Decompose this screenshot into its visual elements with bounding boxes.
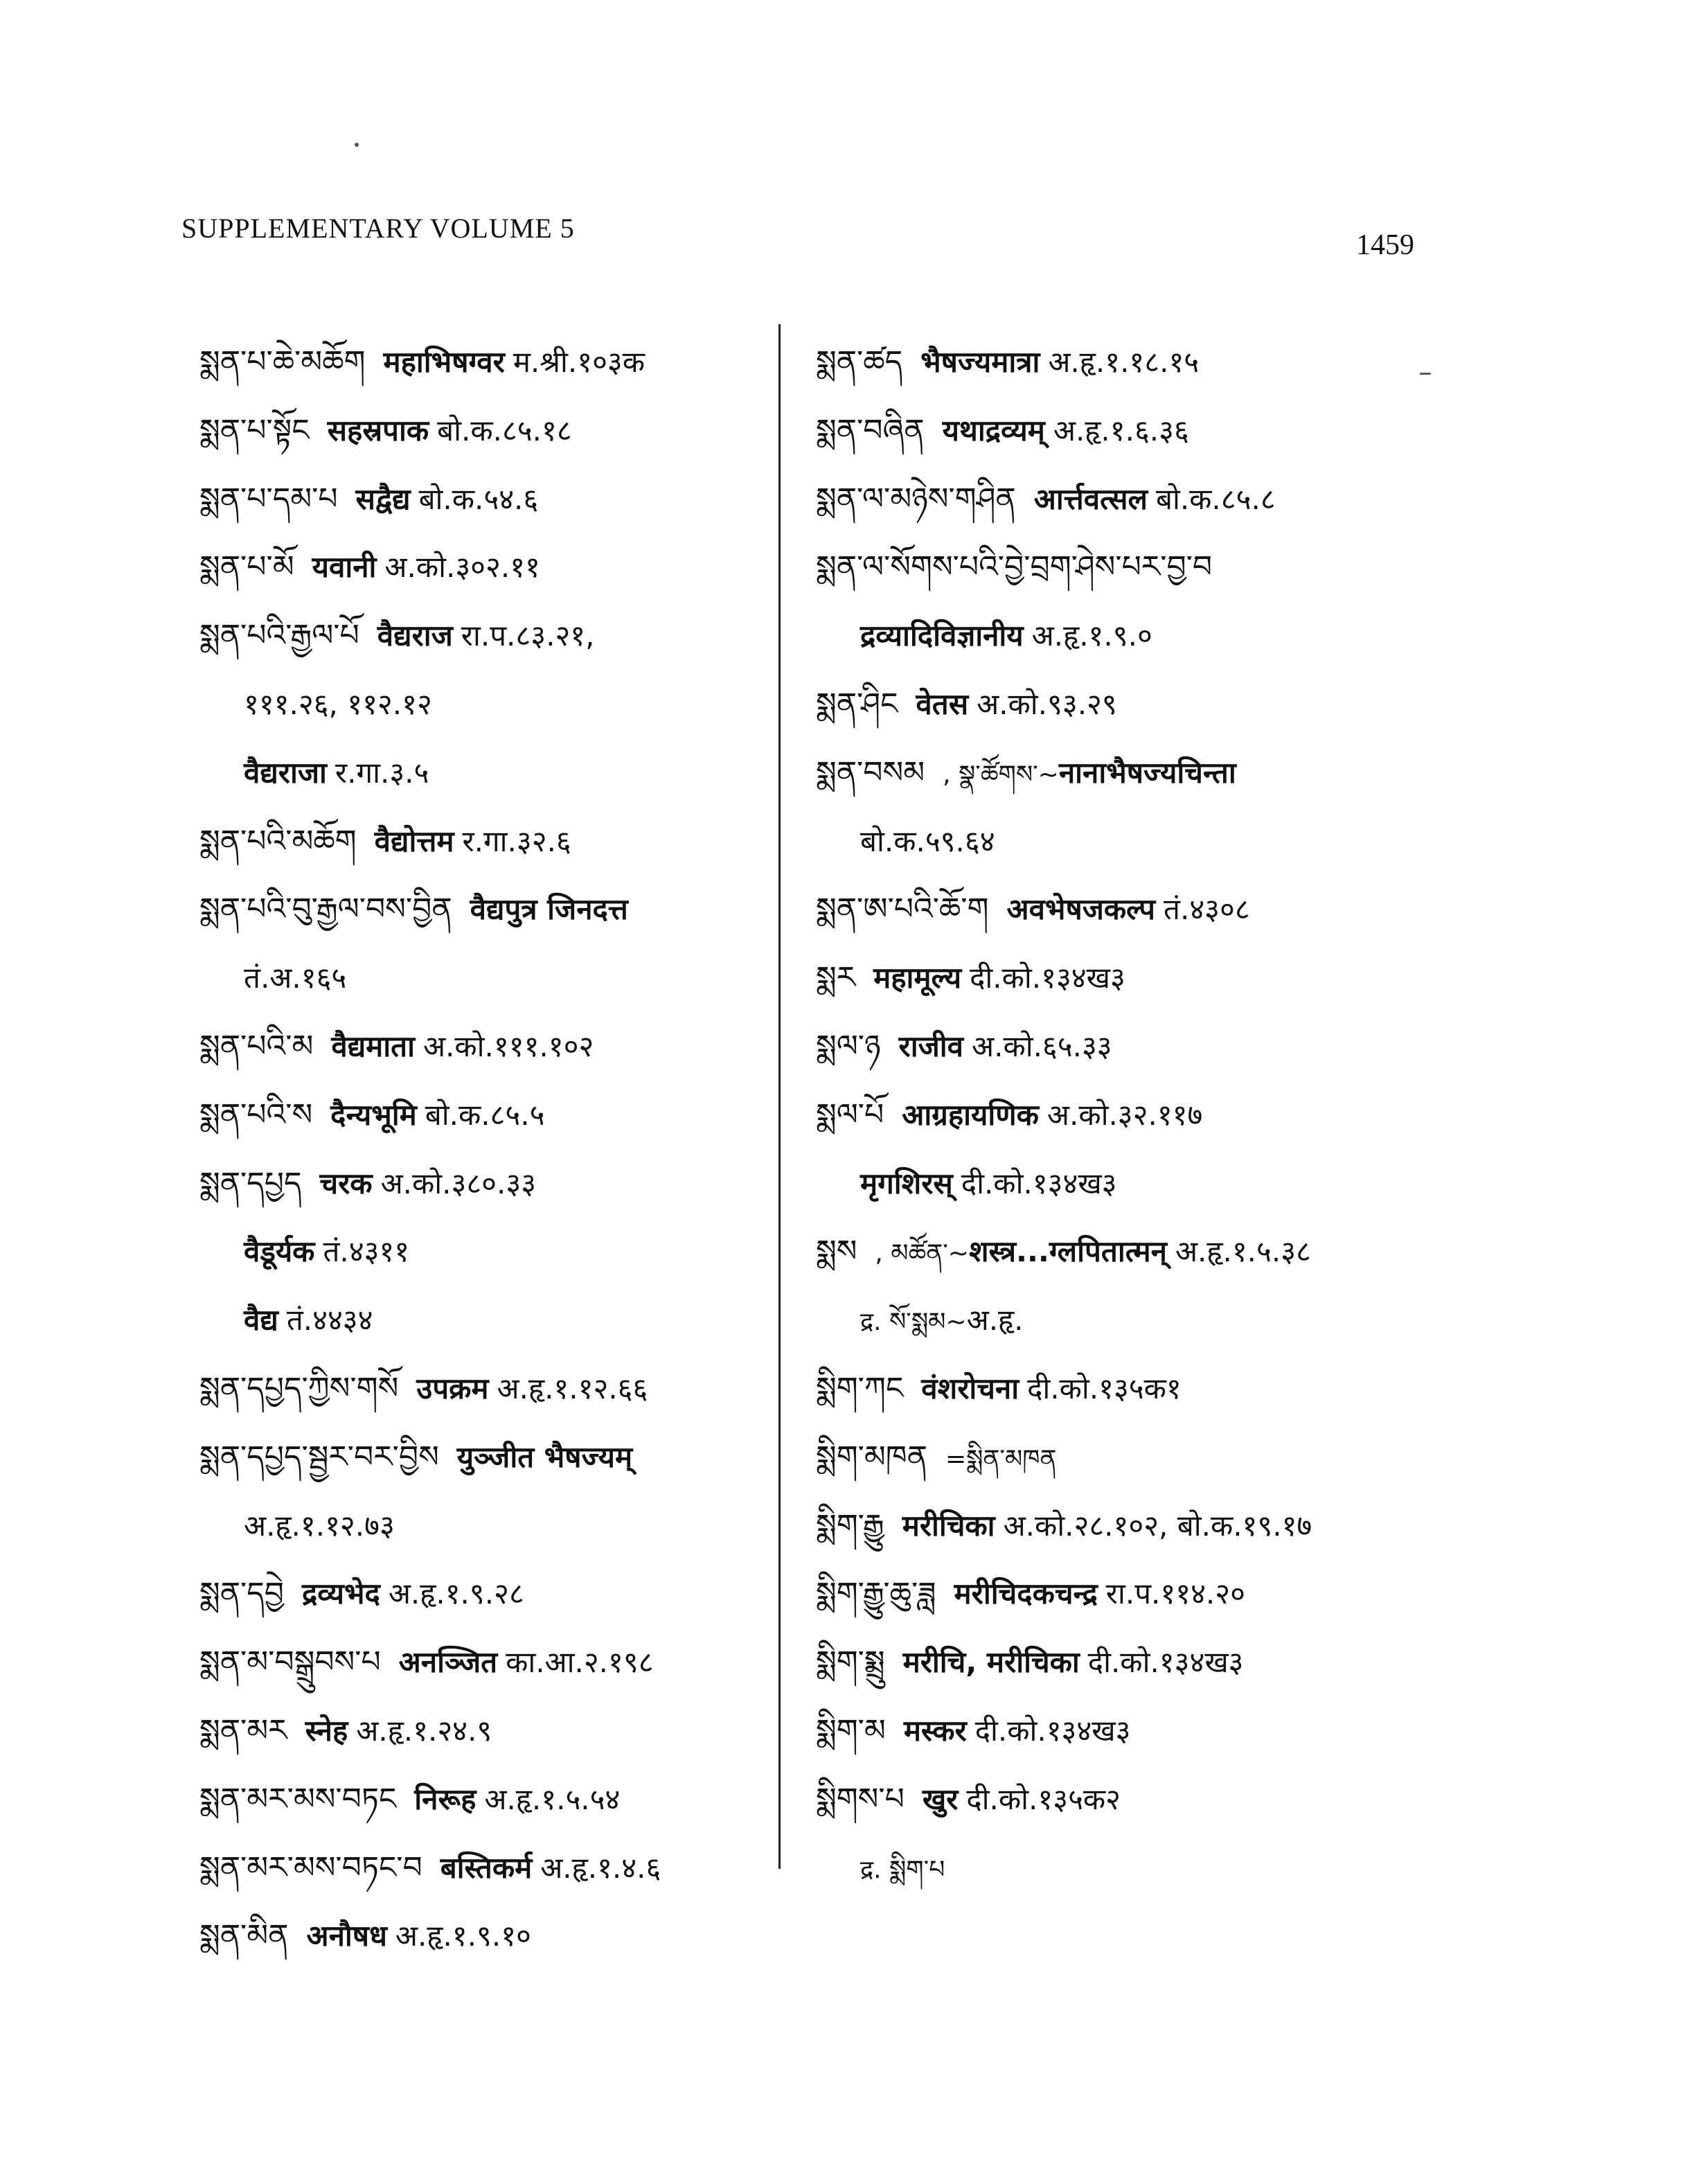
dictionary-entry xyxy=(816,1628,1439,1697)
sanskrit-equivalent: वेतस xyxy=(916,686,969,721)
dictionary-entry xyxy=(816,1560,1439,1628)
entry-continuation xyxy=(816,808,1439,876)
entry-continuation xyxy=(199,671,781,739)
sanskrit-equivalent: वैद्यपुत्र जिनदत्त xyxy=(470,892,628,927)
tibetan-headword: སྨིག་རྒྱུ་ཆུ་ཟླ xyxy=(816,1576,936,1612)
dictionary-entry xyxy=(199,328,781,397)
source-reference: र.गा.३.५ xyxy=(335,755,429,790)
source-reference: अ.हृ.१.१२.७३ xyxy=(244,1508,395,1543)
dictionary-entry xyxy=(199,1013,781,1081)
tibetan-headword: སྨལ་པོ xyxy=(816,1097,884,1133)
dictionary-entry xyxy=(199,1766,781,1834)
tibetan-headword: སྨིག་སྨྲུ xyxy=(816,1644,885,1680)
sanskrit-equivalent: आर्त्तवत्सल xyxy=(1033,481,1148,516)
dictionary-entry xyxy=(199,1560,781,1628)
sanskrit-equivalent: मस्कर xyxy=(903,1713,967,1748)
sanskrit-equivalent: मरीचिका xyxy=(902,1508,995,1543)
tibetan-headword: སྨན་བསམ xyxy=(816,754,925,790)
source-reference: दी.को.१३४ख३ xyxy=(974,1713,1131,1748)
tibetan-headword: སྨར xyxy=(816,960,856,996)
source-reference: अ.हृ. xyxy=(966,1303,1024,1338)
dictionary-entry xyxy=(816,1423,1439,1492)
dictionary-entry xyxy=(199,1081,781,1150)
dictionary-entry xyxy=(816,1013,1439,1081)
sanskrit-equivalent: वैद्यमाता xyxy=(331,1029,415,1063)
source-reference: बो.क.५४.६ xyxy=(418,481,539,516)
cross-reference: द्र. སོ་སྨམ~ xyxy=(860,1308,967,1337)
entry-continuation xyxy=(816,1150,1439,1218)
entry-continuation xyxy=(199,1286,781,1355)
dictionary-entry xyxy=(199,1150,781,1218)
tibetan-headword: སྨན་བཞིན xyxy=(816,412,925,448)
sanskrit-equivalent: महामूल्य xyxy=(873,961,962,995)
sanskrit-equivalent: मृगशिरस् xyxy=(860,1166,953,1200)
tibetan-headword: སྨན་པ་སྟོང xyxy=(199,412,310,448)
dictionary-entry xyxy=(816,1355,1439,1423)
source-reference: बो.क.८५.५ xyxy=(425,1097,545,1132)
tibetan-headword: སྨན་དཔྱད་སྦྱར་བར་བྱིས xyxy=(199,1439,439,1475)
dictionary-entry xyxy=(816,465,1439,534)
source-reference: दी.को.१३५क२ xyxy=(966,1782,1121,1816)
page-number: 1459 xyxy=(1356,229,1414,261)
sanskrit-equivalent: महाभिषग्वर xyxy=(383,345,505,379)
source-reference: १११.२६, ११२.१२ xyxy=(244,686,432,721)
dictionary-entry xyxy=(199,1355,781,1423)
tibetan-headword: སྨིག་མ xyxy=(816,1712,886,1748)
sanskrit-equivalent: युञ्जीत भैषज्यम् xyxy=(456,1439,633,1474)
source-reference: अ.को.३०२.११ xyxy=(384,550,540,585)
source-reference: अ.हृ.१.४.६ xyxy=(540,1850,661,1885)
source-reference: दी.को.१३५क१ xyxy=(1027,1371,1182,1405)
tibetan-headword: སྨིགས་པ xyxy=(816,1781,905,1817)
tibetan-headword: སྨན་མིན xyxy=(199,1918,289,1954)
source-reference: अ.को.३२.११७ xyxy=(1047,1097,1203,1132)
sanskrit-equivalent: यथाद्रव्यम् xyxy=(942,413,1045,447)
source-reference: अ.हृ.१.१८.१५ xyxy=(1048,345,1200,379)
source-reference: अ.को.९३.२९ xyxy=(977,686,1117,721)
tibetan-headword: སྨན་མ་བསྒྲུབས་པ xyxy=(199,1644,381,1680)
sanskrit-equivalent: भैषज्यमात्रा xyxy=(920,345,1040,379)
tibetan-headword: སྨལ་ཉ xyxy=(816,1028,881,1064)
tibetan-headword: སྨན་ལ་མཉེས་གཤིན xyxy=(816,481,1016,517)
tibetan-headword: སྨན་པའི་རྒྱལ་པོ xyxy=(199,618,359,654)
source-reference: दी.को.१३४ख३ xyxy=(961,1166,1117,1200)
tibetan-headword: སྨན་པ་དམ་པ xyxy=(199,481,338,517)
column-divider xyxy=(778,324,781,1869)
dictionary-entry xyxy=(816,533,1439,602)
source-reference: अ.हृ.१.५.३८ xyxy=(1175,1234,1311,1269)
dictionary-entry xyxy=(199,1834,781,1903)
source-reference: दी.को.१३४ख३ xyxy=(1087,1645,1244,1680)
sanskrit-equivalent: शस्त्र...ग्लपितात्मन् xyxy=(968,1234,1167,1269)
source-reference: अ.हृ.१.१२.६६ xyxy=(497,1371,648,1405)
cross-reference: , མཚོན་~ xyxy=(875,1239,969,1268)
source-reference: अ.को.३८०.३३ xyxy=(380,1166,537,1200)
source-reference: म.श्री.१०३क xyxy=(513,345,645,379)
tibetan-headword: སྨས xyxy=(816,1234,857,1270)
sanskrit-equivalent: मरीचि, मरीचिका xyxy=(902,1645,1080,1680)
cross-reference: , སྣ་ཚོགས་~ xyxy=(943,760,1059,789)
entry-continuation xyxy=(199,944,781,1013)
dictionary-entry xyxy=(199,397,781,465)
tibetan-headword: སྨིག་རྒྱུ xyxy=(816,1507,884,1543)
sanskrit-equivalent: निरूह xyxy=(414,1782,477,1816)
tibetan-headword: སྨན་ཨ་པའི་ཆོ་ག xyxy=(816,891,989,927)
dictionary-entry xyxy=(199,602,781,671)
source-reference: र.गा.३२.६ xyxy=(462,824,571,858)
sanskrit-equivalent: द्रव्यभेद xyxy=(301,1577,380,1611)
tibetan-headword: སྨན་མར xyxy=(199,1712,287,1748)
source-reference: तं.अ.१६५ xyxy=(244,961,347,995)
sanskrit-equivalent: सद्वैद्य xyxy=(355,481,411,516)
dictionary-entry xyxy=(816,1081,1439,1150)
tibetan-headword: སྨན་པ་ཆེ་མཆོག xyxy=(199,344,366,380)
sanskrit-equivalent: दैन्यभूमि xyxy=(330,1097,417,1132)
source-reference: अ.हृ.१.२४.९ xyxy=(356,1713,492,1748)
tibetan-headword: སྨན་པའི་ས xyxy=(199,1097,313,1133)
dictionary-entry xyxy=(816,1218,1439,1286)
source-reference: अ.हृ.१.९.२८ xyxy=(388,1577,524,1611)
sanskrit-equivalent: बस्तिकर्म xyxy=(440,1850,533,1885)
sanskrit-equivalent: स्नेह xyxy=(305,1713,348,1748)
tibetan-headword: སྨིག་ཀང xyxy=(816,1370,904,1406)
source-reference: का.आ.२.१९८ xyxy=(506,1645,654,1680)
dictionary-entry xyxy=(816,739,1439,808)
tibetan-headword: སྨན་མར་མས་བཏང་བ xyxy=(199,1849,422,1885)
dictionary-entry xyxy=(816,1492,1439,1561)
sanskrit-equivalent: अनञ्जित xyxy=(398,1645,498,1680)
dictionary-entry xyxy=(816,397,1439,465)
entry-continuation xyxy=(816,1834,1439,1903)
tibetan-headword: སྨན་ཤིང xyxy=(816,686,898,722)
sanskrit-equivalent: सहस्रपाक xyxy=(327,413,429,447)
sanskrit-equivalent: वैद्यराज xyxy=(377,619,453,653)
source-reference: रा.प.८३.२१, xyxy=(461,619,595,653)
dictionary-entry xyxy=(199,465,781,534)
source-reference: बो.क.८५.१८ xyxy=(437,413,572,447)
sanskrit-equivalent: अनौषध xyxy=(306,1919,387,1953)
sanskrit-equivalent: वैद्योत्तम xyxy=(374,824,454,858)
source-reference: अ.हृ.१.९.१० xyxy=(395,1919,531,1953)
tibetan-headword: སྨན་ཚད xyxy=(816,344,903,380)
source-reference: बो.क.५९.६४ xyxy=(860,824,995,858)
dictionary-entry xyxy=(816,1697,1439,1766)
sanskrit-equivalent: वैद्य xyxy=(244,1303,278,1338)
entry-continuation xyxy=(816,602,1439,671)
right-column xyxy=(816,328,1439,1902)
tibetan-headword: སྨན་དཔྱད xyxy=(199,1165,302,1201)
sanskrit-equivalent: यवानी xyxy=(312,550,377,585)
sanskrit-equivalent: चरक xyxy=(319,1166,373,1200)
tibetan-headword: སྨན་ལ་སོགས་པའི་བྱེ་བྲག་ཤེས་པར་བྱ་བ xyxy=(816,549,1213,585)
entry-continuation xyxy=(199,1218,781,1286)
source-reference: तं.४३०८ xyxy=(1164,892,1250,927)
sanskrit-equivalent: उपक्रम xyxy=(416,1371,489,1405)
sanskrit-equivalent: खुर xyxy=(922,1782,959,1816)
dictionary-entry xyxy=(816,671,1439,739)
tibetan-headword: སྨན་དབྱེ xyxy=(199,1576,284,1612)
dictionary-entry xyxy=(199,1423,781,1492)
sanskrit-equivalent: मरीचिदकचन्द्र xyxy=(954,1577,1098,1611)
dictionary-entry xyxy=(199,1697,781,1766)
sanskrit-equivalent: वैद्यराजा xyxy=(244,755,327,790)
sanskrit-equivalent: अवभेषजकल्प xyxy=(1006,892,1156,927)
source-reference: तं.४४३४ xyxy=(286,1303,373,1338)
dictionary-entry xyxy=(816,944,1439,1013)
dictionary-entry xyxy=(199,808,781,876)
sanskrit-equivalent: राजीव xyxy=(898,1029,963,1063)
cross-reference: द्र. སྨིག་པ xyxy=(860,1855,945,1884)
source-reference: अ.को.१११.१०२ xyxy=(422,1029,594,1063)
source-reference: अ.को.६५.३३ xyxy=(972,1029,1112,1063)
dictionary-entry xyxy=(199,1902,781,1971)
entry-continuation xyxy=(199,739,781,808)
tibetan-headword: སྨན་པའི་བུ་རྒྱལ་བས་བྱིན xyxy=(199,891,452,927)
running-head: SUPPLEMENTARY VOLUME 5 xyxy=(181,213,575,244)
scan-speck xyxy=(355,143,359,147)
left-column xyxy=(199,328,781,1971)
source-reference: अ.हृ.१.९.० xyxy=(1031,619,1152,653)
tibetan-headword: སྨིག་མཁན xyxy=(816,1439,927,1475)
source-reference: रा.प.११४.२० xyxy=(1105,1577,1245,1611)
entry-continuation xyxy=(199,1492,781,1561)
cross-reference: =སྨིན་མཁན xyxy=(945,1444,1057,1473)
tibetan-headword: སྨན་མར་མས་བཏང xyxy=(199,1781,397,1817)
tibetan-headword: སྨན་པ་མོ xyxy=(199,549,294,585)
dictionary-entry xyxy=(199,533,781,602)
dictionary-entry xyxy=(816,328,1439,397)
source-reference: अ.हृ.१.५.५४ xyxy=(484,1782,621,1816)
sanskrit-equivalent: नानाभैषज्यचिन्ता xyxy=(1058,755,1236,790)
dictionary-entry xyxy=(199,876,781,944)
tibetan-headword: སྨན་དཔྱད་ཀྱིས་གསོ xyxy=(199,1370,399,1406)
sanskrit-equivalent: वंशरोचना xyxy=(921,1371,1019,1405)
sanskrit-equivalent: वैडूर्यक xyxy=(244,1234,315,1269)
source-reference: तं.४३११ xyxy=(323,1234,410,1269)
source-reference: बो.क.८५.८ xyxy=(1155,481,1276,516)
entry-continuation xyxy=(816,1286,1439,1355)
sanskrit-equivalent: आग्रहायणिक xyxy=(902,1097,1039,1132)
dictionary-entry xyxy=(199,1628,781,1697)
source-reference: अ.हृ.१.६.३६ xyxy=(1053,413,1189,447)
dictionary-entry xyxy=(816,876,1439,944)
source-reference: दी.को.१३४ख३ xyxy=(970,961,1125,995)
source-reference: अ.को.२८.१०२, बो.क.१९.१७ xyxy=(1003,1508,1312,1543)
dictionary-entry xyxy=(816,1766,1439,1834)
tibetan-headword: སྨན་པའི་མཆོག xyxy=(199,823,357,859)
tibetan-headword: སྨན་པའི་མ xyxy=(199,1028,314,1064)
sanskrit-equivalent: द्रव्यादिविज्ञानीय xyxy=(860,619,1024,653)
